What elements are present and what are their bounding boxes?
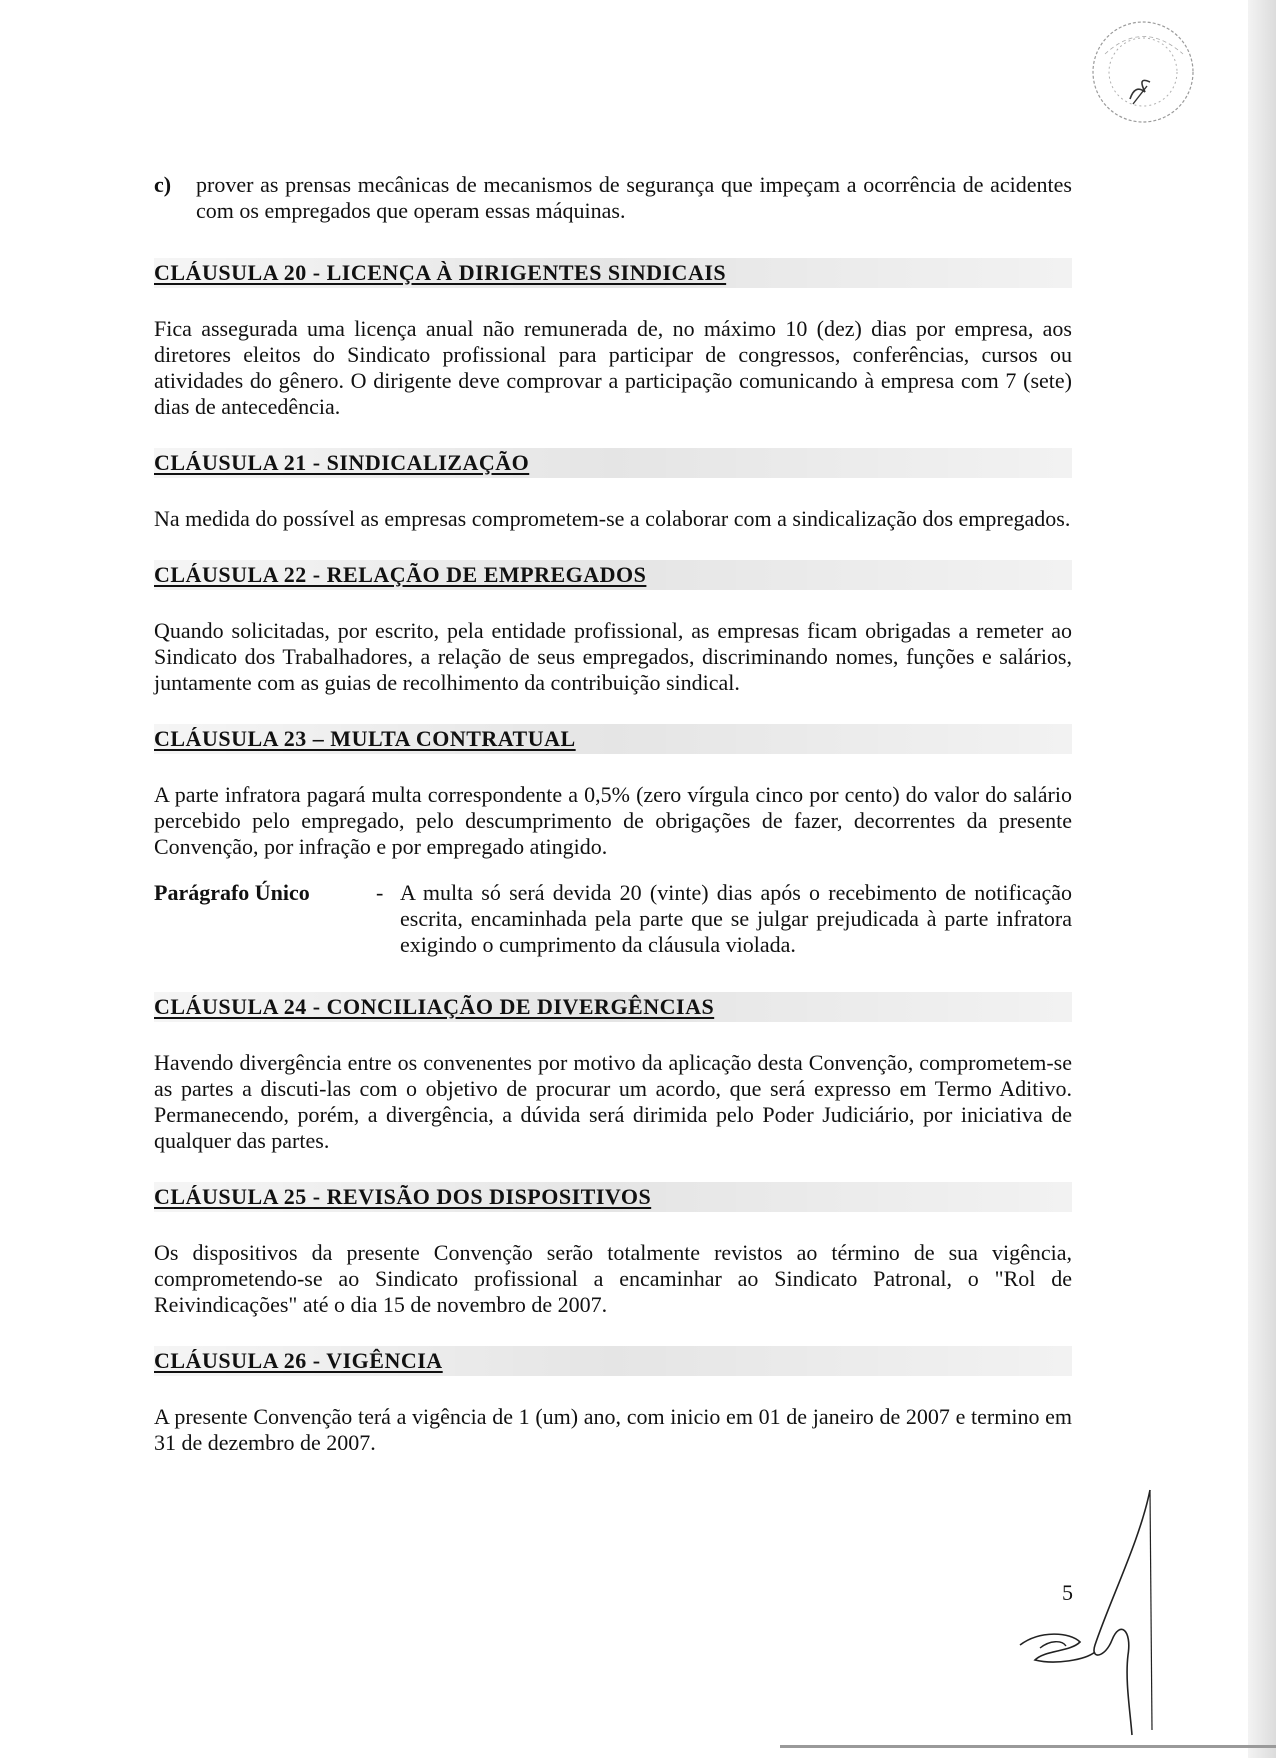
paragrafo-unico-text: A multa só será devida 20 (vinte) dias após o recebimento de notificação escrita, encaminhada pela parte que se julgar prejudicada à parte infratora exigindo o cumprimento da cláusula violada. <box>400 880 1072 957</box>
seal-stamp-icon <box>1075 14 1205 134</box>
scan-bottom-edge <box>780 1745 1276 1748</box>
item-c-letter: c) <box>154 172 172 197</box>
paragrafo-unico <box>154 880 1072 958</box>
clause-25-title: CLÁUSULA 25 - REVISÃO DOS DISPOSITIVOS <box>154 1182 1072 1212</box>
clause-21-title: CLÁUSULA 21 - SINDICALIZAÇÃO <box>154 448 1072 478</box>
clause-22-title: CLÁUSULA 22 - RELAÇÃO DE EMPREGADOS <box>154 560 1072 590</box>
page-number: 5 <box>1062 1580 1073 1605</box>
clause-24-title: CLÁUSULA 24 - CONCILIAÇÃO DE DIVERGÊNCIAS <box>154 992 1072 1022</box>
clause-23-title: CLÁUSULA 23 – MULTA CONTRATUAL <box>154 724 1072 754</box>
clause-26-body: A presente Convenção terá a vigência de 1 (um) ano, com inicio em 01 de janeiro de 2007 e termino em 31 de dezembro de 2007. <box>154 1404 1072 1455</box>
paragrafo-unico-separator: - <box>376 880 384 905</box>
clause-23-body: A parte infratora pagará multa correspondente a 0,5% (zero vírgula cinco por cento) do valor do salário percebido pelo empregado, pelo descumprimento de obrigações de fazer, decorrentes da presente Convenção, por infração e por empregado atingido. <box>154 782 1072 859</box>
paragrafo-unico-label: Parágrafo Único <box>154 880 310 905</box>
clause-20-body: Fica assegurada uma licença anual não remunerada de, no máximo 10 (dez) dias por empresa, aos diretores eleitos do Sindicato profissional para participar de congressos, conferências, cursos ou atividades do gênero. O dirigente deve comprovar a participação comunicando à empresa com 7 (sete) dias de antecedência. <box>154 316 1072 419</box>
item-c-text: prover as prensas mecânicas de mecanismos de segurança que impeçam a ocorrência de acidentes com os empregados que operam essas máquinas. <box>196 172 1072 223</box>
clause-24-body: Havendo divergência entre os convenentes por motivo da aplicação desta Convenção, comprometem-se as partes a discuti-las com o objetivo de procurar um acordo, que será expresso em Termo Aditivo. Permanecendo, porém, a divergência, a dúvida será dirimida pelo Poder Judiciário, por iniciativa de qualquer das partes. <box>154 1050 1072 1153</box>
scan-page-edge <box>1248 0 1276 1758</box>
item-c <box>154 172 1072 224</box>
clause-20-title: CLÁUSULA 20 - LICENÇA À DIRIGENTES SINDICAIS <box>154 258 1072 288</box>
clause-21-body: Na medida do possível as empresas comprometem-se a colaborar com a sindicalização dos empregados. <box>154 506 1071 531</box>
document-body <box>154 172 1072 1484</box>
signature-icon <box>1000 1480 1180 1740</box>
clause-25-body: Os dispositivos da presente Convenção serão totalmente revistos ao término de sua vigência, comprometendo-se ao Sindicato profissional a encaminhar ao Sindicato Patronal, o "Rol de Reivindicações" até o dia 15 de novembro de 2007. <box>154 1240 1072 1317</box>
clause-26-title: CLÁUSULA 26 - VIGÊNCIA <box>154 1346 1072 1376</box>
clause-22-body: Quando solicitadas, por escrito, pela entidade profissional, as empresas ficam obrigadas a remeter ao Sindicato dos Trabalhadores, a relação de seus empregados, discriminando nomes, funções e salários, juntamente com as guias de recolhimento da contribuição sindical. <box>154 618 1072 695</box>
